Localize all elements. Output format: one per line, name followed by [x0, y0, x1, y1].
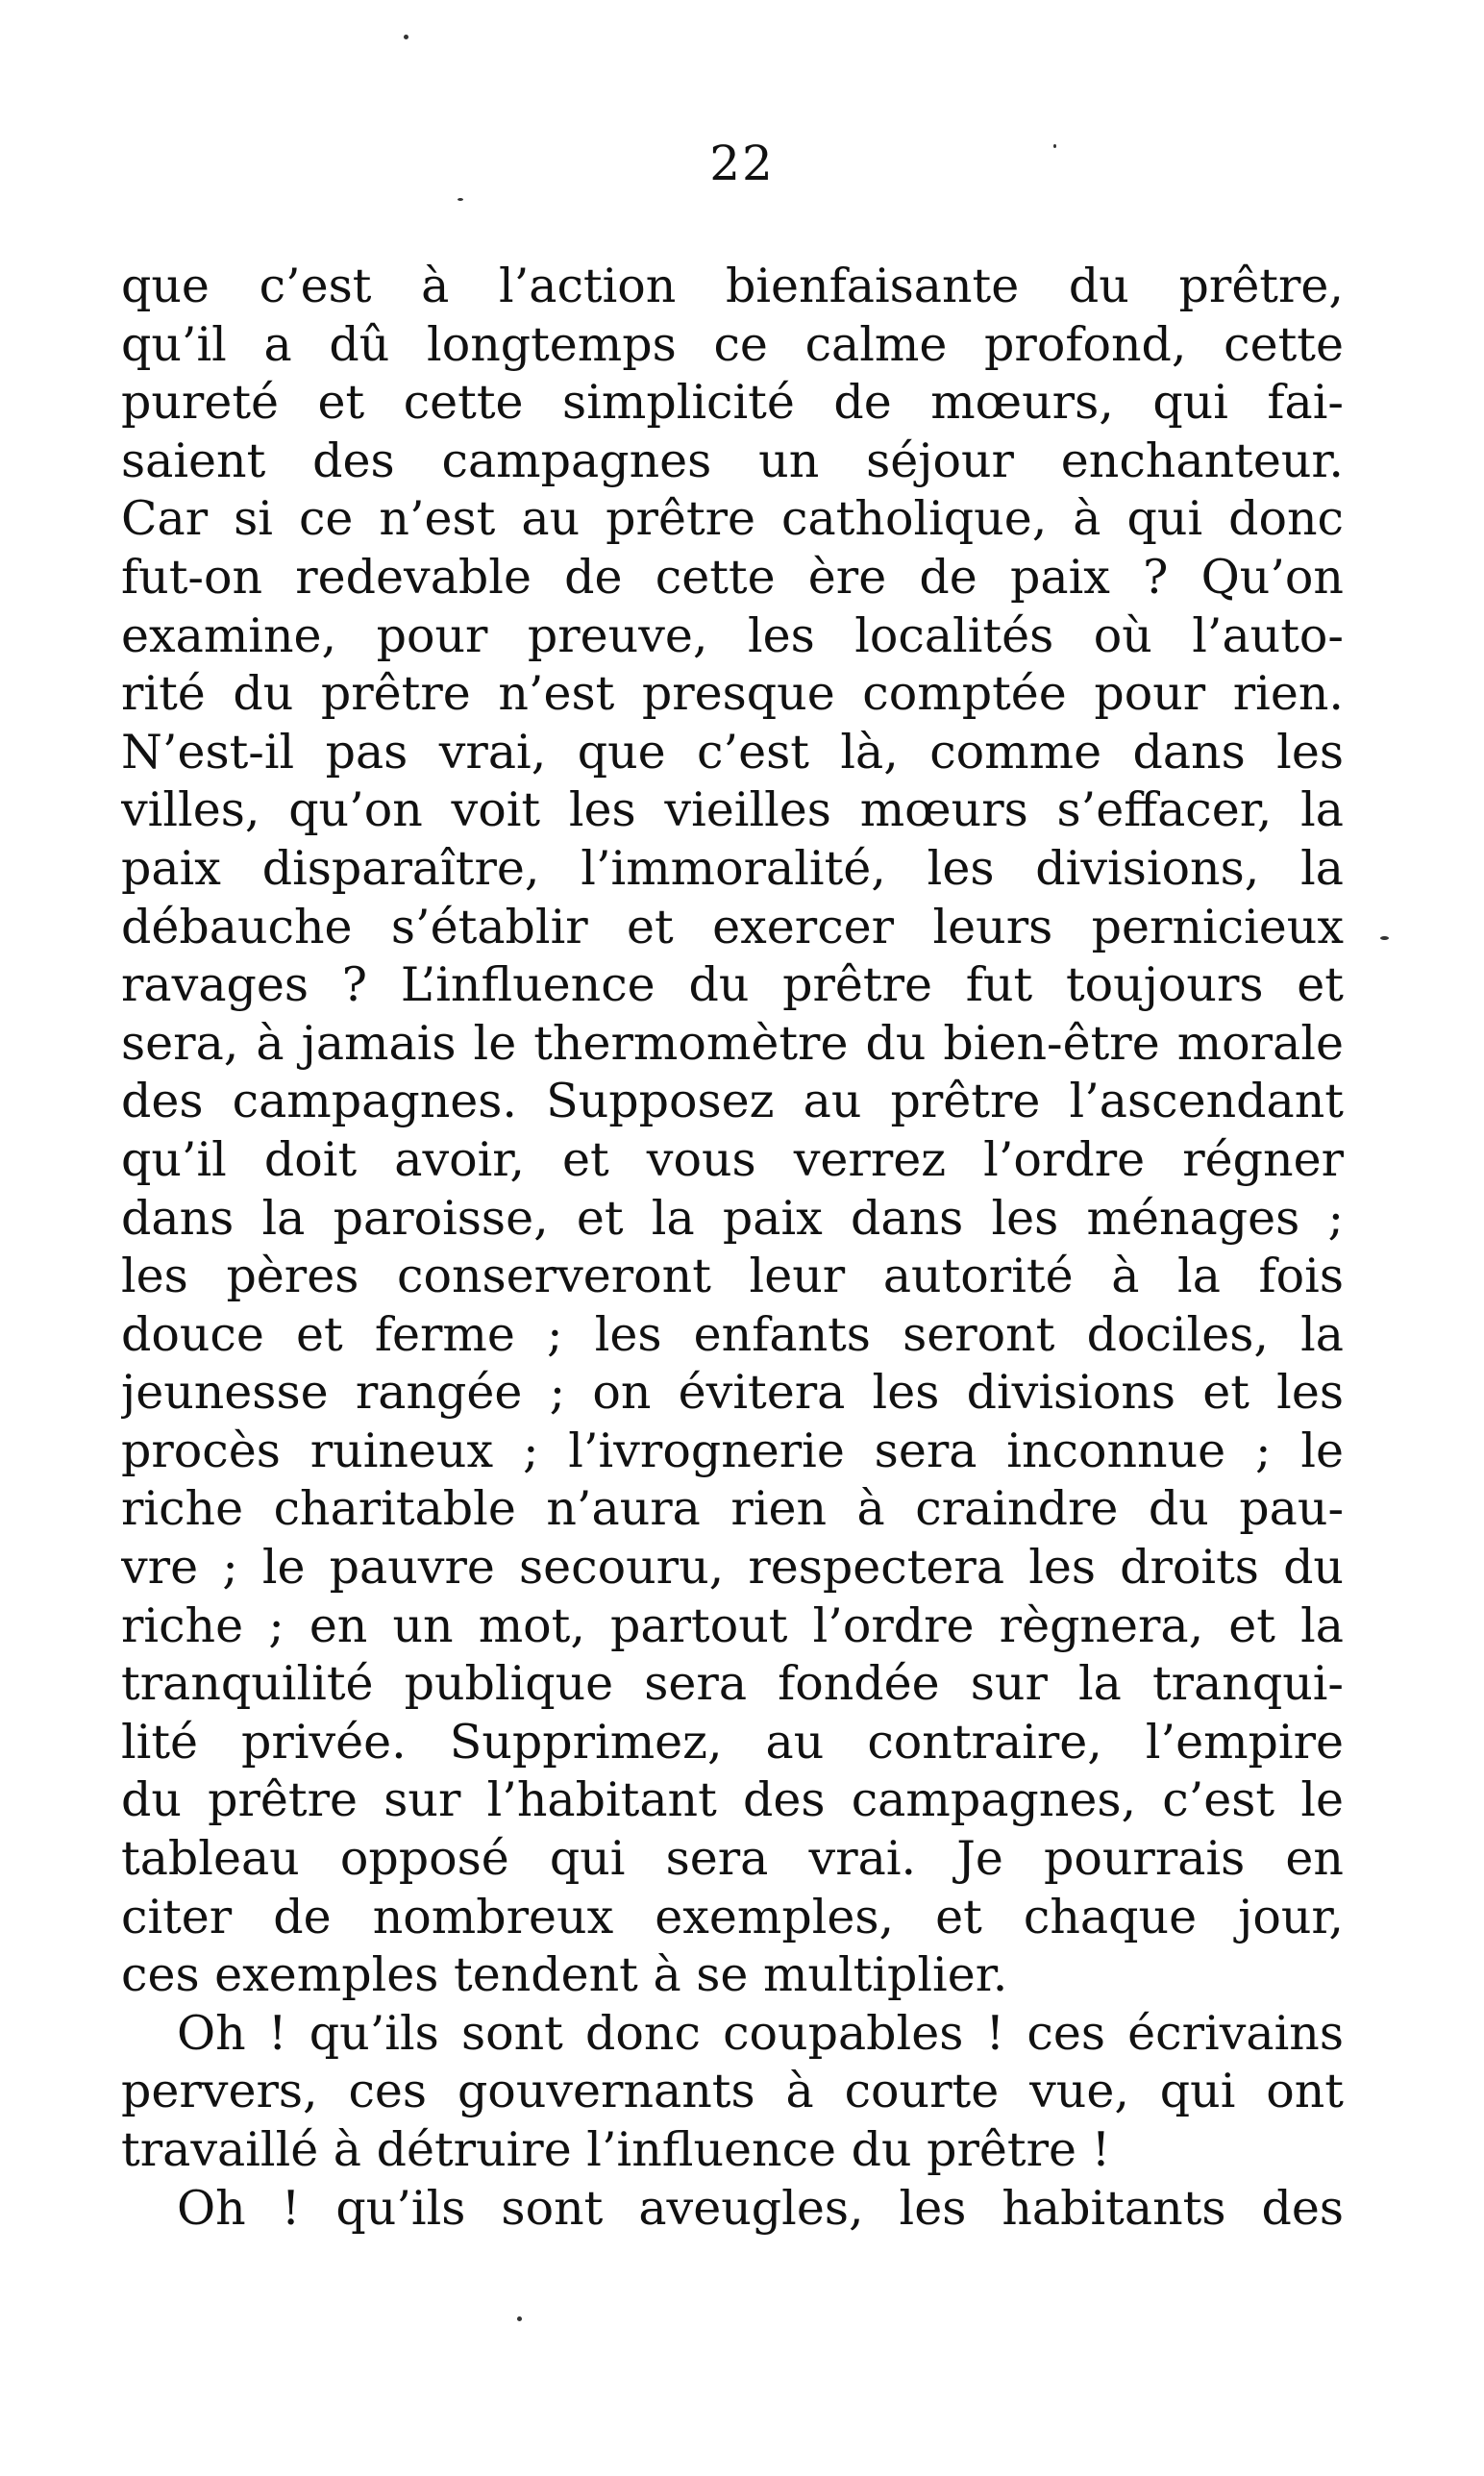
- body-text: [121, 258, 1344, 2238]
- text-line: Oh ! qu’ils sont aveugles, les habitants des: [177, 2180, 1344, 2236]
- text-line: jeunesse rangée ; on évitera les divisions et les: [121, 1365, 1344, 1421]
- text-line: pervers, ces gouvernants à courte vue, qui ont: [121, 2064, 1344, 2119]
- text-line: ces exemples tendent à se multiplier.: [121, 1947, 1008, 2003]
- text-line: Car si ce n’est au prêtre catholique, à qui donc: [121, 491, 1344, 547]
- text-line: saient des campagnes un séjour enchanteur.: [121, 433, 1344, 488]
- print-speck: [404, 35, 408, 39]
- text-line: tableau opposé qui sera vrai. Je pourrais en: [121, 1831, 1344, 1887]
- print-speck: [1380, 936, 1389, 940]
- text-line: examine, pour preuve, les localités où l’auto-: [121, 607, 1344, 663]
- text-line: citer de nombreux exemples, et chaque jour,: [121, 1889, 1344, 1944]
- text-line: des campagnes. Supposez au prêtre l’ascendant: [121, 1074, 1344, 1129]
- text-line: sera, à jamais le thermomètre du bien-être morale: [121, 1015, 1344, 1071]
- text-line: douce et ferme ; les enfants seront dociles, la: [121, 1306, 1344, 1362]
- text-line: tranquilité publique sera fondée sur la tranqui-: [121, 1656, 1344, 1712]
- text-line: du prêtre sur l’habitant des campagnes, c’est le: [121, 1772, 1344, 1828]
- text-line: fut-on redevable de cette ère de paix ? Qu’on: [121, 549, 1344, 605]
- text-line: villes, qu’on voit les vieilles mœurs s’effacer, la: [121, 782, 1344, 838]
- print-speck: [458, 198, 463, 201]
- text-line: rité du prêtre n’est presque comptée pour rien.: [121, 666, 1344, 722]
- text-line: riche charitable n’aura rien à craindre du pau-: [121, 1481, 1344, 1537]
- text-line: débauche s’établir et exercer leurs pernicieux: [121, 899, 1344, 954]
- text-line: lité privée. Supprimez, au contraire, l’empire: [121, 1714, 1344, 1770]
- text-line: que c’est à l’action bienfaisante du prêtre,: [121, 259, 1344, 313]
- text-line: paix disparaître, l’immoralité, les divisions, la: [121, 840, 1344, 896]
- text-line: riche ; en un mot, partout l’ordre règnera, et la: [121, 1597, 1344, 1653]
- text-line: dans la paroisse, et la paix dans les ménages ;: [121, 1190, 1344, 1246]
- text-line: Oh ! qu’ils sont donc coupables ! ces écrivains: [177, 2005, 1344, 2061]
- text-line: pureté et cette simplicité de mœurs, qui fai-: [121, 375, 1344, 431]
- text-line: qu’il doit avoir, et vous verrez l’ordre régner: [121, 1131, 1344, 1187]
- text-line: ravages ? L’influence du prêtre fut toujours et: [121, 957, 1344, 1013]
- text-line: vre ; le pauvre secouru, respectera les droits du: [121, 1540, 1344, 1596]
- print-speck: [1053, 144, 1056, 148]
- print-speck: [517, 2316, 522, 2321]
- text-line: N’est-il pas vrai, que c’est là, comme dans les: [121, 724, 1344, 780]
- page-number: 22: [709, 136, 775, 191]
- text-line: les pères conserveront leur autorité à la fois: [121, 1249, 1344, 1304]
- text-line: travaillé à détruire l’influence du prêtre !: [121, 2122, 1111, 2177]
- text-line: procès ruineux ; l’ivrognerie sera inconnue ; le: [121, 1423, 1344, 1478]
- text-line: qu’il a dû longtemps ce calme profond, cette: [121, 316, 1344, 372]
